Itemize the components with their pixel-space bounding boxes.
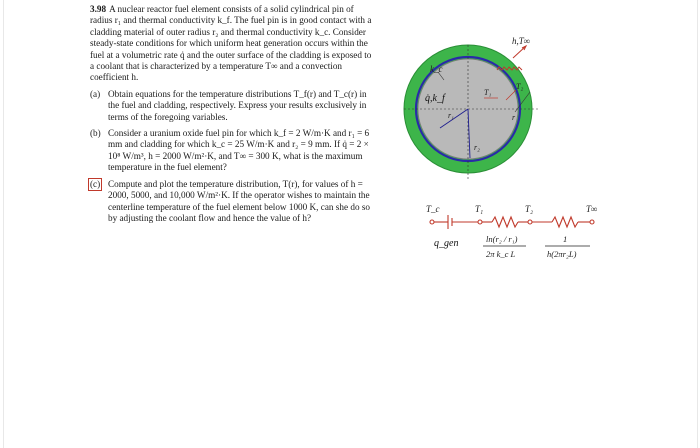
- qgen-label: q_gen: [434, 238, 459, 249]
- convection-resistance-denominator: h(2πr₂L): [547, 249, 577, 259]
- part-c-text: Compute and plot the temperature distribution, T(r), for values of h = 2000, 5000, and 10,000 W/m²·K. If the operator wishes to maintain the centerline temperature of the fuel element below 1000 K, can she do so by adjusting the coolant flow and hence the value of h?: [108, 178, 371, 223]
- t1-label: T₁: [484, 88, 492, 97]
- part-b-text: Consider a uranium oxide fuel pin for which k_f = 2 W/m·K and r₁ = 6 mm and cladding for which k_c = 25 W/m·K and r₂ = 9 mm. If q̇ = 2 × 10⁸ W/m³, h = 2000 W/m²·K, and T∞ = 300 K, what is the maximum temperature in the fuel element?: [108, 128, 370, 173]
- problem-number: 3.98: [90, 4, 107, 14]
- part-a-text: Obtain equations for the temperature distributions T_f(r) and T_c(r) in the fuel and cladding, respectively. Express your results exclusively in terms of the foregoing variables.: [108, 88, 367, 122]
- part-b-label: (b): [90, 128, 101, 139]
- circuit-tc-label: T_c: [426, 204, 440, 214]
- fuel-label: q̇,k_f: [425, 93, 445, 104]
- node-t2: [528, 220, 532, 224]
- generation-source-icon: [448, 215, 452, 229]
- part-c-label: (c): [88, 178, 102, 191]
- cladding-label: k_c: [430, 64, 443, 74]
- node-tinf: [590, 220, 594, 224]
- r2-label: r₂: [474, 143, 480, 152]
- convection-resistance-numerator: 1: [563, 234, 568, 244]
- circuit-tinf-label: T∞: [586, 204, 598, 214]
- conduction-resistor: [492, 217, 518, 227]
- circuit-t2-label: T₂: [525, 204, 534, 214]
- node-tc: [430, 220, 434, 224]
- t2-label: T₂: [516, 82, 524, 91]
- convection-label: h,T∞: [512, 36, 531, 46]
- node-t1: [478, 220, 482, 224]
- circuit-t1-label: T₁: [475, 204, 484, 214]
- part-a-label: (a): [90, 88, 101, 99]
- conduction-resistance-denominator: 2π k_c L: [486, 249, 516, 259]
- r-label: r: [512, 113, 516, 122]
- intro-text: A nuclear reactor fuel element consists of a solid cylindrical pin of radius r₁ and thermal conductivity k_f. The fuel pin is in good contact with a cladding material of outer radius r₂ and thermal conductivity k_c. Consider steady-state conditions for which uniform heat generation occurs within the fuel at a volumetric rate q̇ and the outer surface of the cladding is exposed to a coolant that is characterized by a temperature T∞ and a convection coefficient h.: [90, 4, 372, 83]
- convection-resistor: [552, 217, 578, 227]
- r1-label: r₁: [448, 111, 454, 120]
- conduction-resistance-numerator: ln(r₂ / r₁): [486, 234, 518, 244]
